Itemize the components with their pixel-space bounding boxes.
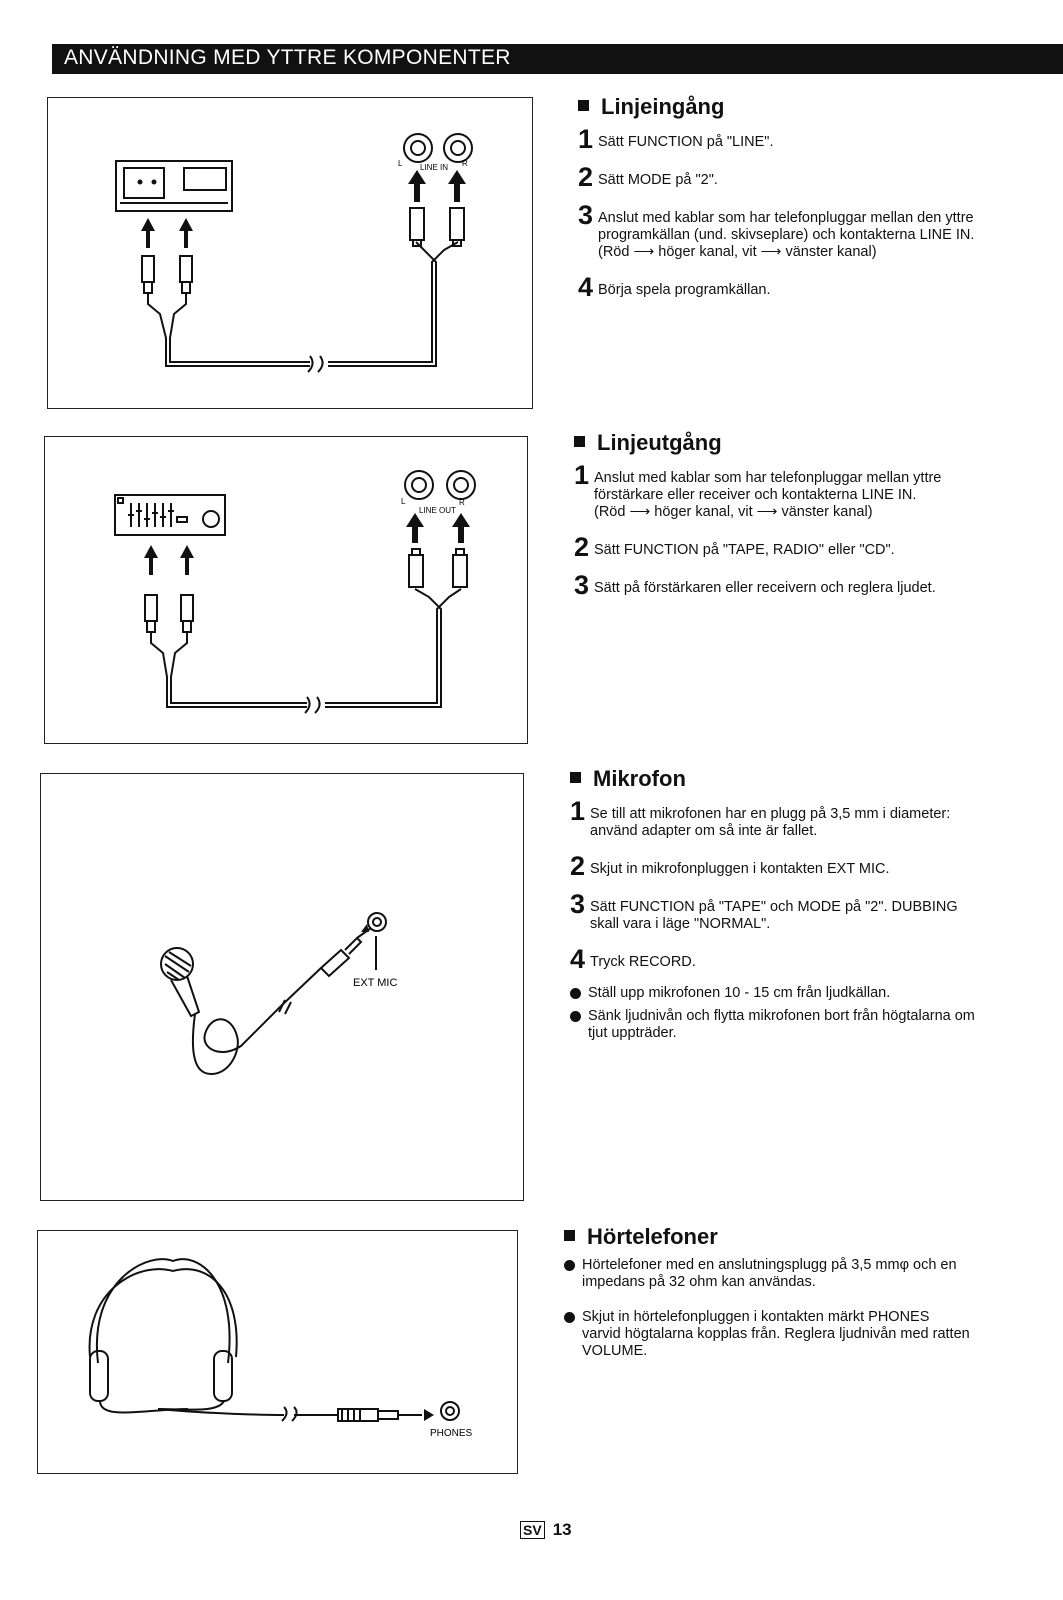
line-in-diagram xyxy=(48,98,532,408)
headphones-icon xyxy=(97,1259,230,1363)
section-linjeingang xyxy=(578,94,1063,313)
line-out-diagram xyxy=(45,437,527,743)
line-out-l-label: L xyxy=(401,497,406,506)
step-1: 1 Se till att mikrofonen har en plugg på 3,5 mm i diameter: använd adapter om så inte är fallet. xyxy=(570,796,951,839)
line-in-r-label: R xyxy=(462,159,468,168)
step-4: 4 Tryck RECORD. xyxy=(570,944,696,974)
step-4: 4 Börja spela programkällan. xyxy=(578,272,771,302)
language-badge: SV xyxy=(520,1521,545,1539)
bullet-2: Skjut in hörtelefonpluggen i kontakten märkt PHONES varvid högtalarna kopplas från. Reglera ljudnivån med ratten VOLUME. xyxy=(564,1309,1049,1360)
bullet-icon xyxy=(570,988,581,999)
figure-phones xyxy=(37,1230,518,1474)
page-number: 13 xyxy=(552,1520,572,1539)
page-header xyxy=(52,44,1063,74)
bullet-1: Ställ upp mikrofonen 10 - 15 cm från ljudkällan. xyxy=(570,985,1055,1002)
jack-l-icon xyxy=(404,134,432,162)
section-title: Linjeutgång xyxy=(574,434,1059,451)
phones-jack-icon xyxy=(441,1402,459,1420)
section-mikrofon xyxy=(570,766,1055,1048)
mic-diagram xyxy=(41,774,523,1200)
bullet-icon xyxy=(564,1312,575,1323)
page-footer xyxy=(520,1520,572,1540)
phones-diagram xyxy=(38,1231,517,1473)
figure-line-out xyxy=(44,436,528,744)
line-out-r-label: R xyxy=(459,498,465,507)
step-3: 3 Sätt på förstärkaren eller receivern och reglera ljudet. xyxy=(574,570,936,600)
section-title: Hörtelefoner xyxy=(564,1228,1049,1245)
step-3: 3 Anslut med kablar som har telefonpluggar mellan den yttre programkällan (und. skivseplare) och kontakterna LINE IN. (Röd ⟶ höger kanal, vit ⟶ vänster kanal) xyxy=(578,200,975,260)
figure-line-in xyxy=(47,97,533,409)
step-2: 2 Sätt MODE på "2". xyxy=(578,162,718,192)
section-title: Mikrofon xyxy=(570,770,1055,787)
bullet-icon xyxy=(564,1260,575,1271)
bullet-1: Hörtelefoner med en anslutningsplugg på 3,5 mmφ och en impedans på 32 ohm kan användas. xyxy=(564,1257,1049,1291)
step-1: 1 Sätt FUNCTION på "LINE". xyxy=(578,124,774,154)
figure-mic xyxy=(40,773,524,1201)
phones-label: PHONES xyxy=(430,1428,473,1439)
jack-l-icon xyxy=(405,471,433,499)
bullet-2: Sänk ljudnivån och flytta mikrofonen bort från högtalarna om tjut uppträder. xyxy=(570,1008,1055,1042)
step-2: 2 Sätt FUNCTION på "TAPE, RADIO" eller "CD". xyxy=(574,532,895,562)
section-hortelefoner xyxy=(564,1224,1049,1366)
line-out-label: LINE OUT xyxy=(419,506,456,515)
bullet-icon xyxy=(570,1011,581,1022)
step-3: 3 Sätt FUNCTION på "TAPE" och MODE på "2". DUBBING skall vara i läge "NORMAL". xyxy=(570,889,958,932)
line-in-label: LINE IN xyxy=(420,163,449,172)
section-title: Linjeingång xyxy=(578,98,1063,115)
page-title: ANVÄNDNING MED YTTRE KOMPONENTER xyxy=(64,46,511,69)
line-in-l-label: L xyxy=(398,159,403,168)
step-1: 1 Anslut med kablar som har telefonpluggar mellan yttre förstärkare eller receiver och kontakterna LINE IN. (Röd ⟶ höger kanal, vit ⟶ vänster kanal) xyxy=(574,460,942,520)
jack-r-icon xyxy=(447,471,475,499)
ext-mic-label: EXT MIC xyxy=(353,977,398,989)
section-linjeutgang xyxy=(574,430,1059,611)
step-2: 2 Skjut in mikrofonpluggen i kontakten EXT MIC. xyxy=(570,851,890,881)
jack-r-icon xyxy=(444,134,472,162)
